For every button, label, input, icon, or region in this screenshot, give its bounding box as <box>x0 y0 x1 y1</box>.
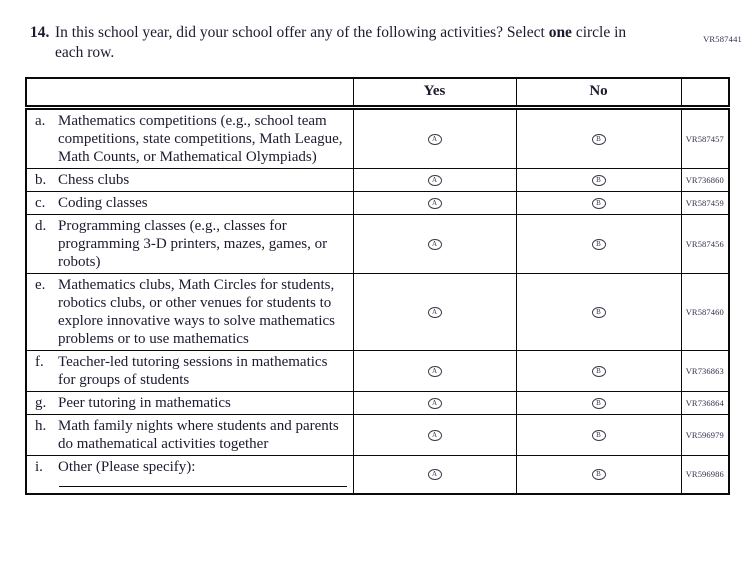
no-answer-bubble[interactable]: B <box>592 366 606 377</box>
table-row <box>26 273 729 350</box>
row-label: a. <box>35 112 46 129</box>
form-code: VR587441 <box>703 34 742 44</box>
table-row <box>26 350 729 391</box>
row-text: Mathematics competitions (e.g., school team competitions, state competitions, Math League, Math Counts, or Mathematical Olympiads) <box>58 112 343 165</box>
row-text: Other (Please specify): <box>58 458 196 475</box>
yes-answer-bubble[interactable]: A <box>428 175 442 186</box>
row-code: VR587460 <box>681 273 729 350</box>
activity-cell <box>26 191 353 214</box>
row-code: VR596986 <box>681 455 729 494</box>
yes-answer-bubble[interactable]: A <box>428 239 442 250</box>
no-cell <box>516 214 681 273</box>
yes-answer-bubble[interactable]: A <box>428 430 442 441</box>
row-code: VR736864 <box>681 391 729 414</box>
yes-cell <box>353 214 516 273</box>
question-text-bold: one <box>548 24 572 41</box>
row-label: f. <box>35 353 44 370</box>
question-number: 14. <box>30 24 50 41</box>
row-code: VR587456 <box>681 214 729 273</box>
row-label: b. <box>35 171 47 188</box>
no-answer-bubble[interactable]: B <box>592 175 606 186</box>
question-text-post: circle in each row. <box>55 24 627 61</box>
table-row <box>26 391 729 414</box>
table-row <box>26 214 729 273</box>
activities-table <box>25 77 730 495</box>
question <box>30 23 725 63</box>
no-answer-bubble[interactable]: B <box>592 469 606 480</box>
row-code: VR596979 <box>681 414 729 455</box>
row-label: e. <box>35 276 46 293</box>
no-cell <box>516 350 681 391</box>
no-answer-bubble[interactable]: B <box>592 430 606 441</box>
activity-cell <box>26 455 353 494</box>
no-answer-bubble[interactable]: B <box>592 198 606 209</box>
yes-answer-bubble[interactable]: A <box>428 134 442 145</box>
question-text-pre: In this school year, did your school offer any of the following activities? Select <box>55 24 549 41</box>
no-cell <box>516 391 681 414</box>
activity-cell <box>26 414 353 455</box>
specify-blank-line[interactable] <box>59 486 347 487</box>
row-text: Math family nights where students and parents do mathematical activities together <box>58 417 339 452</box>
row-text: Mathematics clubs, Math Circles for students, robotics clubs, or other venues for students to explore innovative ways to solve mathematics problems or to use mathematics <box>58 276 336 347</box>
no-cell <box>516 107 681 168</box>
table-row <box>26 168 729 191</box>
table-row <box>26 455 729 494</box>
no-cell <box>516 168 681 191</box>
row-label: d. <box>35 217 47 234</box>
activity-cell <box>26 214 353 273</box>
row-text: Programming classes (e.g., classes for programming 3-D printers, mazes, games, or robots) <box>58 217 328 270</box>
no-cell <box>516 414 681 455</box>
row-code: VR736860 <box>681 168 729 191</box>
yes-cell <box>353 350 516 391</box>
row-text: Chess clubs <box>58 171 130 188</box>
no-answer-bubble[interactable]: B <box>592 239 606 250</box>
no-answer-bubble[interactable]: B <box>592 307 606 318</box>
table-row <box>26 191 729 214</box>
row-label: i. <box>35 458 43 475</box>
activity-cell <box>26 391 353 414</box>
header-code <box>681 78 729 107</box>
yes-cell <box>353 107 516 168</box>
row-code: VR587457 <box>681 107 729 168</box>
row-label: h. <box>35 417 47 434</box>
yes-cell <box>353 391 516 414</box>
row-text: Coding classes <box>58 194 148 211</box>
yes-answer-bubble[interactable]: A <box>428 307 442 318</box>
no-cell <box>516 455 681 494</box>
row-text: Peer tutoring in mathematics <box>58 394 231 411</box>
no-answer-bubble[interactable]: B <box>592 134 606 145</box>
yes-answer-bubble[interactable]: A <box>428 469 442 480</box>
header-row <box>26 78 729 107</box>
activity-cell <box>26 350 353 391</box>
no-cell <box>516 273 681 350</box>
table-row <box>26 414 729 455</box>
table-row <box>26 107 729 168</box>
yes-cell <box>353 455 516 494</box>
yes-cell <box>353 168 516 191</box>
header-no: No <box>516 78 681 107</box>
activity-cell <box>26 107 353 168</box>
question-text <box>55 23 640 63</box>
activity-cell <box>26 168 353 191</box>
yes-answer-bubble[interactable]: A <box>428 398 442 409</box>
yes-cell <box>353 273 516 350</box>
row-label: c. <box>35 194 46 211</box>
header-yes: Yes <box>353 78 516 107</box>
yes-answer-bubble[interactable]: A <box>428 366 442 377</box>
yes-cell <box>353 414 516 455</box>
row-code: VR736863 <box>681 350 729 391</box>
yes-answer-bubble[interactable]: A <box>428 198 442 209</box>
row-label: g. <box>35 394 47 411</box>
yes-cell <box>353 191 516 214</box>
no-cell <box>516 191 681 214</box>
row-code: VR587459 <box>681 191 729 214</box>
row-text: Teacher-led tutoring sessions in mathematics for groups of students <box>58 353 328 388</box>
header-activity <box>26 78 353 107</box>
activity-cell <box>26 273 353 350</box>
no-answer-bubble[interactable]: B <box>592 398 606 409</box>
